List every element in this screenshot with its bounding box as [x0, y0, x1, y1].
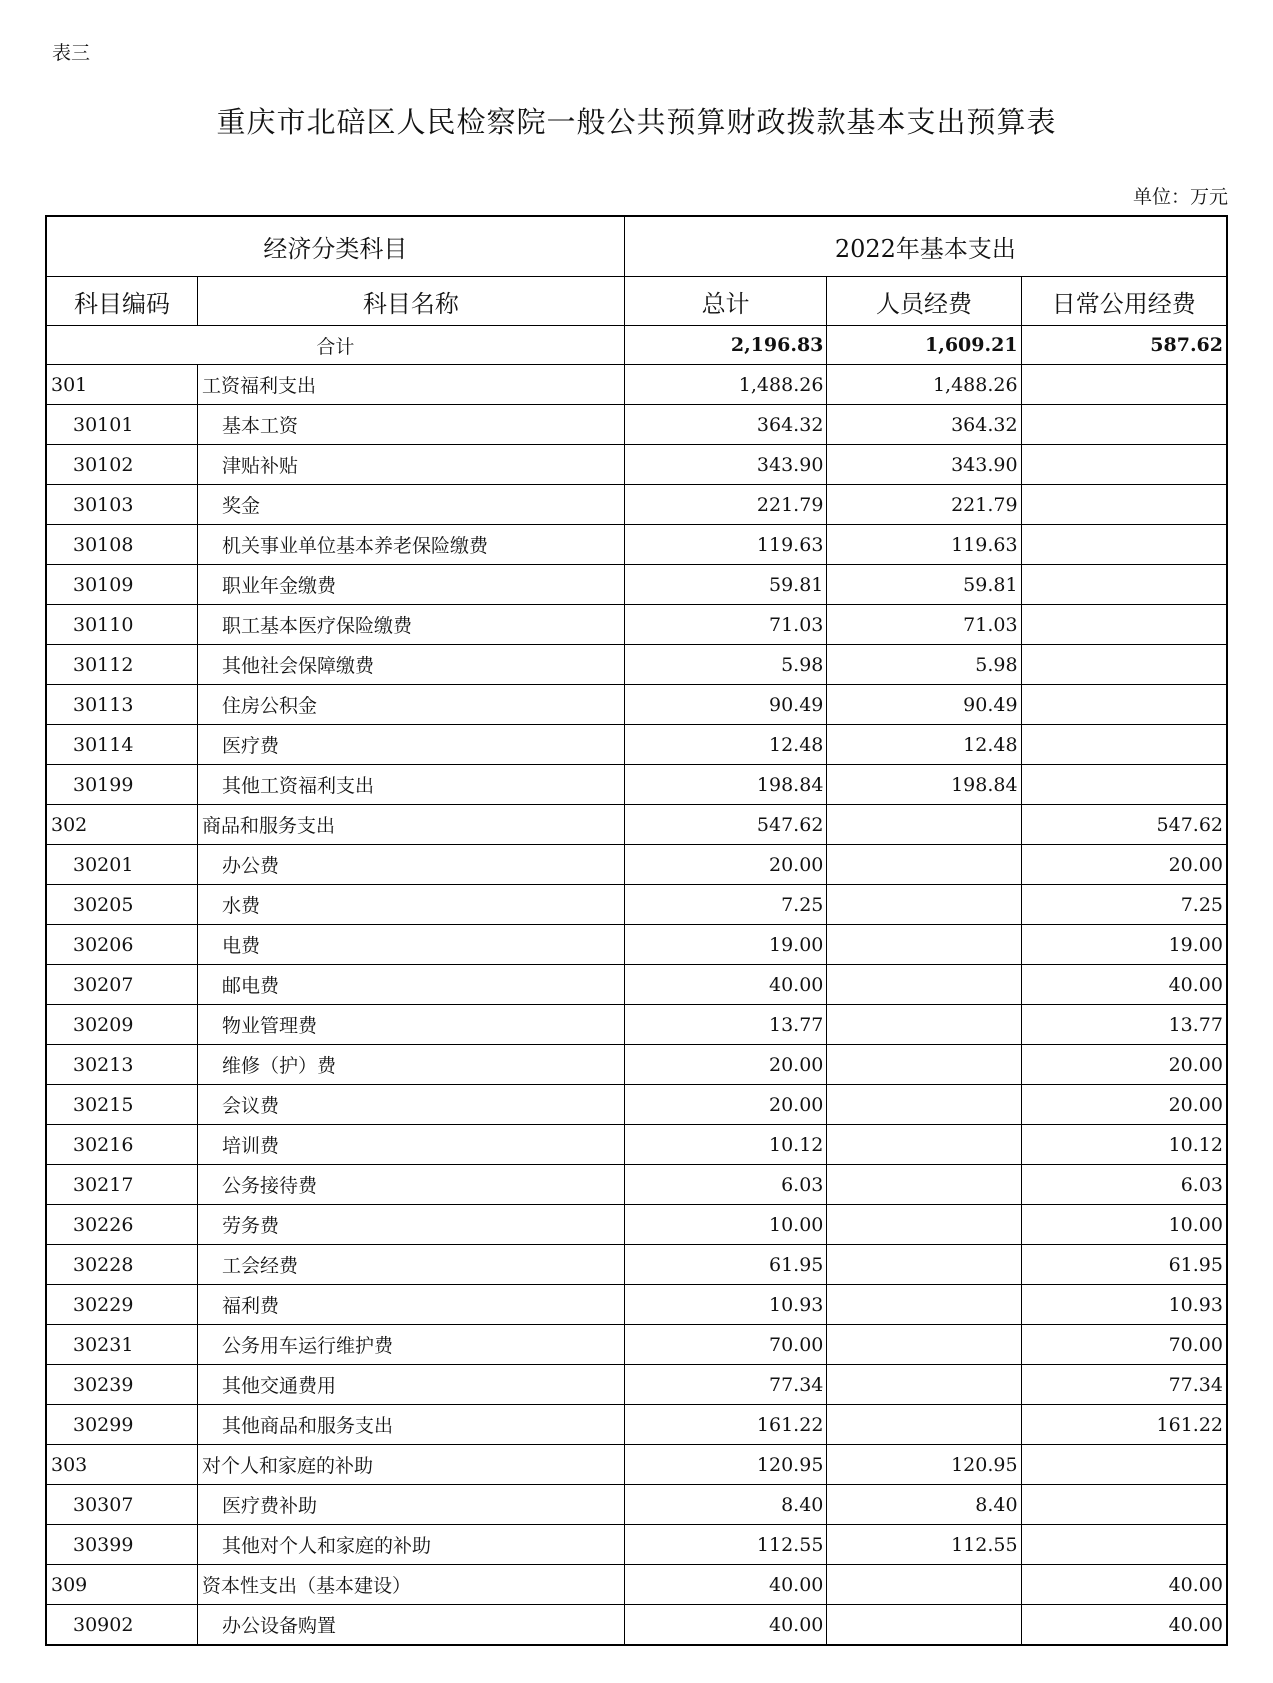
personnel-expense-cell: [827, 965, 1021, 1005]
subject-code-cell: 30216: [46, 1125, 197, 1165]
table-row: [46, 485, 1227, 525]
personnel-expense-cell: [827, 1205, 1021, 1245]
table-row: [46, 845, 1227, 885]
header-subject-code: 科目编码: [46, 277, 197, 326]
table-row: [46, 1205, 1227, 1245]
subject-name-cell: 邮电费: [197, 965, 624, 1005]
personnel-expense-cell: 12.48: [827, 725, 1021, 765]
subject-name-cell: 机关事业单位基本养老保险缴费: [197, 525, 624, 565]
total-public: 587.62: [1021, 326, 1227, 365]
subject-code-cell: 30108: [46, 525, 197, 565]
header-public-expense: 日常公用经费: [1021, 277, 1227, 326]
public-expense-cell: 61.95: [1021, 1245, 1227, 1285]
public-expense-cell: 20.00: [1021, 845, 1227, 885]
subject-code-cell: 30114: [46, 725, 197, 765]
public-expense-cell: 77.34: [1021, 1365, 1227, 1405]
total-amount-cell: 10.12: [624, 1125, 827, 1165]
subject-name-cell: 办公费: [197, 845, 624, 885]
subject-code-cell: 30207: [46, 965, 197, 1005]
public-expense-cell: [1021, 485, 1227, 525]
public-expense-cell: 7.25: [1021, 885, 1227, 925]
public-expense-cell: 6.03: [1021, 1165, 1227, 1205]
total-amount-cell: 40.00: [624, 965, 827, 1005]
table-row: [46, 405, 1227, 445]
total-amount-cell: 6.03: [624, 1165, 827, 1205]
total-amount-cell: 119.63: [624, 525, 827, 565]
personnel-expense-cell: [827, 885, 1021, 925]
public-expense-cell: 40.00: [1021, 965, 1227, 1005]
personnel-expense-cell: 5.98: [827, 645, 1021, 685]
personnel-expense-cell: [827, 845, 1021, 885]
public-expense-cell: 40.00: [1021, 1565, 1227, 1605]
public-expense-cell: [1021, 565, 1227, 605]
category-row: [46, 1445, 1227, 1485]
subject-code-cell: 30109: [46, 565, 197, 605]
total-amount-cell: 20.00: [624, 1045, 827, 1085]
table-row: [46, 965, 1227, 1005]
public-expense-cell: 161.22: [1021, 1405, 1227, 1445]
total-amount-cell: 40.00: [624, 1605, 827, 1646]
page-title: 重庆市北碚区人民检察院一般公共预算财政拨款基本支出预算表: [216, 105, 1057, 139]
public-expense-cell: 10.12: [1021, 1125, 1227, 1165]
subject-name-cell: 电费: [197, 925, 624, 965]
subject-code-cell: 30307: [46, 1485, 197, 1525]
personnel-expense-cell: [827, 1565, 1021, 1605]
public-expense-cell: [1021, 645, 1227, 685]
personnel-expense-cell: [827, 1085, 1021, 1125]
table-row: [46, 645, 1227, 685]
total-amount-cell: 10.93: [624, 1285, 827, 1325]
subject-code-cell: 30201: [46, 845, 197, 885]
total-amount-cell: 90.49: [624, 685, 827, 725]
header-subject-name: 科目名称: [197, 277, 624, 326]
total-amount-cell: 343.90: [624, 445, 827, 485]
subject-code-cell: 30299: [46, 1405, 197, 1445]
subject-name-cell: 其他社会保障缴费: [197, 645, 624, 685]
subject-code-cell: 301: [46, 365, 197, 405]
total-amount-cell: 7.25: [624, 885, 827, 925]
subject-code-cell: 30239: [46, 1365, 197, 1405]
subject-code-cell: 30215: [46, 1085, 197, 1125]
subject-name-cell: 商品和服务支出: [197, 805, 624, 845]
personnel-expense-cell: [827, 925, 1021, 965]
subject-name-cell: 医疗费: [197, 725, 624, 765]
personnel-expense-cell: 1,488.26: [827, 365, 1021, 405]
subject-name-cell: 公务用车运行维护费: [197, 1325, 624, 1365]
subject-name-cell: 对个人和家庭的补助: [197, 1445, 624, 1485]
budget-table: [45, 215, 1228, 1646]
subject-name-cell: 住房公积金: [197, 685, 624, 725]
total-amount-cell: 198.84: [624, 765, 827, 805]
personnel-expense-cell: 8.40: [827, 1485, 1021, 1525]
table-row: [46, 1485, 1227, 1525]
total-row: [46, 326, 1227, 365]
subject-name-cell: 办公设备购置: [197, 1605, 624, 1646]
subject-code-cell: 30217: [46, 1165, 197, 1205]
total-amount-cell: 13.77: [624, 1005, 827, 1045]
public-expense-cell: [1021, 765, 1227, 805]
subject-code-cell: 30101: [46, 405, 197, 445]
subject-code-cell: 30205: [46, 885, 197, 925]
personnel-expense-cell: [827, 1365, 1021, 1405]
personnel-expense-cell: [827, 1245, 1021, 1285]
header-row-columns: [46, 277, 1227, 326]
header-personnel-expense: 人员经费: [827, 277, 1021, 326]
subject-code-cell: 30113: [46, 685, 197, 725]
total-amount-cell: 10.00: [624, 1205, 827, 1245]
total-amount-cell: 61.95: [624, 1245, 827, 1285]
personnel-expense-cell: [827, 1285, 1021, 1325]
subject-name-cell: 其他工资福利支出: [197, 765, 624, 805]
personnel-expense-cell: 112.55: [827, 1525, 1021, 1565]
public-expense-cell: 20.00: [1021, 1085, 1227, 1125]
subject-name-cell: 津贴补贴: [197, 445, 624, 485]
subject-name-cell: 培训费: [197, 1125, 624, 1165]
table-number-label: 表三: [52, 42, 91, 64]
subject-name-cell: 维修（护）费: [197, 1045, 624, 1085]
total-amount-cell: 120.95: [624, 1445, 827, 1485]
table-row: [46, 1045, 1227, 1085]
subject-name-cell: 其他商品和服务支出: [197, 1405, 624, 1445]
table-row: [46, 685, 1227, 725]
total-amount-cell: 112.55: [624, 1525, 827, 1565]
table-row: [46, 1405, 1227, 1445]
personnel-expense-cell: [827, 1045, 1021, 1085]
table-row: [46, 1165, 1227, 1205]
personnel-expense-cell: [827, 1165, 1021, 1205]
table-row: [46, 885, 1227, 925]
personnel-expense-cell: 221.79: [827, 485, 1021, 525]
total-amount-cell: 70.00: [624, 1325, 827, 1365]
category-row: [46, 365, 1227, 405]
table-row: [46, 1125, 1227, 1165]
personnel-expense-cell: [827, 1125, 1021, 1165]
subject-code-cell: 30112: [46, 645, 197, 685]
personnel-expense-cell: [827, 1405, 1021, 1445]
subject-name-cell: 职工基本医疗保险缴费: [197, 605, 624, 645]
public-expense-cell: [1021, 1445, 1227, 1485]
personnel-expense-cell: 120.95: [827, 1445, 1021, 1485]
total-amount-cell: 221.79: [624, 485, 827, 525]
total-amount-cell: 1,488.26: [624, 365, 827, 405]
subject-name-cell: 会议费: [197, 1085, 624, 1125]
header-total: 总计: [624, 277, 827, 326]
total-amount-cell: 12.48: [624, 725, 827, 765]
table-row: [46, 525, 1227, 565]
public-expense-cell: 20.00: [1021, 1045, 1227, 1085]
public-expense-cell: 13.77: [1021, 1005, 1227, 1045]
table-row: [46, 565, 1227, 605]
subject-code-cell: 30206: [46, 925, 197, 965]
total-amount-cell: 77.34: [624, 1365, 827, 1405]
subject-name-cell: 奖金: [197, 485, 624, 525]
subject-code-cell: 30209: [46, 1005, 197, 1045]
table-row: [46, 1365, 1227, 1405]
subject-code-cell: 30110: [46, 605, 197, 645]
subject-code-cell: 30231: [46, 1325, 197, 1365]
category-row: [46, 1565, 1227, 1605]
public-expense-cell: 40.00: [1021, 1605, 1227, 1646]
public-expense-cell: [1021, 1525, 1227, 1565]
header-economic-classification: 经济分类科目: [46, 216, 624, 277]
public-expense-cell: 547.62: [1021, 805, 1227, 845]
total-label: 合计: [46, 326, 624, 365]
subject-name-cell: 物业管理费: [197, 1005, 624, 1045]
public-expense-cell: 70.00: [1021, 1325, 1227, 1365]
personnel-expense-cell: [827, 805, 1021, 845]
table-row: [46, 1285, 1227, 1325]
table-row: [46, 1325, 1227, 1365]
total-amount-cell: 161.22: [624, 1405, 827, 1445]
total-amount-cell: 364.32: [624, 405, 827, 445]
personnel-expense-cell: [827, 1605, 1021, 1646]
total-amount-cell: 8.40: [624, 1485, 827, 1525]
subject-name-cell: 职业年金缴费: [197, 565, 624, 605]
public-expense-cell: [1021, 725, 1227, 765]
public-expense-cell: [1021, 405, 1227, 445]
subject-name-cell: 工会经费: [197, 1245, 624, 1285]
subject-name-cell: 工资福利支出: [197, 365, 624, 405]
public-expense-cell: [1021, 685, 1227, 725]
subject-code-cell: 302: [46, 805, 197, 845]
header-basic-expenditure-year: 2022年基本支出: [624, 216, 1227, 277]
subject-code-cell: 309: [46, 1565, 197, 1605]
total-amount: 2,196.83: [624, 326, 827, 365]
public-expense-cell: [1021, 365, 1227, 405]
table-row: [46, 605, 1227, 645]
table-row: [46, 1245, 1227, 1285]
public-expense-cell: 10.00: [1021, 1205, 1227, 1245]
public-expense-cell: [1021, 1485, 1227, 1525]
subject-name-cell: 公务接待费: [197, 1165, 624, 1205]
public-expense-cell: 19.00: [1021, 925, 1227, 965]
table-row: [46, 725, 1227, 765]
personnel-expense-cell: 119.63: [827, 525, 1021, 565]
total-amount-cell: 20.00: [624, 1085, 827, 1125]
subject-code-cell: 30103: [46, 485, 197, 525]
category-row: [46, 805, 1227, 845]
personnel-expense-cell: 59.81: [827, 565, 1021, 605]
total-amount-cell: 19.00: [624, 925, 827, 965]
total-amount-cell: 59.81: [624, 565, 827, 605]
personnel-expense-cell: 198.84: [827, 765, 1021, 805]
subject-code-cell: 30226: [46, 1205, 197, 1245]
subject-code-cell: 30229: [46, 1285, 197, 1325]
subject-name-cell: 福利费: [197, 1285, 624, 1325]
table-row: [46, 765, 1227, 805]
table-row: [46, 1525, 1227, 1565]
table-row: [46, 1605, 1227, 1646]
unit-label: 单位：万元: [1132, 186, 1228, 208]
public-expense-cell: 10.93: [1021, 1285, 1227, 1325]
subject-code-cell: 30213: [46, 1045, 197, 1085]
subject-name-cell: 其他对个人和家庭的补助: [197, 1525, 624, 1565]
subject-name-cell: 基本工资: [197, 405, 624, 445]
table-row: [46, 1085, 1227, 1125]
total-personnel: 1,609.21: [827, 326, 1021, 365]
table-row: [46, 445, 1227, 485]
subject-code-cell: 30228: [46, 1245, 197, 1285]
public-expense-cell: [1021, 445, 1227, 485]
personnel-expense-cell: 90.49: [827, 685, 1021, 725]
public-expense-cell: [1021, 525, 1227, 565]
subject-code-cell: 30399: [46, 1525, 197, 1565]
table-row: [46, 925, 1227, 965]
personnel-expense-cell: 343.90: [827, 445, 1021, 485]
subject-code-cell: 303: [46, 1445, 197, 1485]
total-amount-cell: 40.00: [624, 1565, 827, 1605]
personnel-expense-cell: [827, 1005, 1021, 1045]
header-row-group: [46, 216, 1227, 277]
subject-code-cell: 30902: [46, 1605, 197, 1646]
total-amount-cell: 71.03: [624, 605, 827, 645]
total-amount-cell: 20.00: [624, 845, 827, 885]
subject-name-cell: 医疗费补助: [197, 1485, 624, 1525]
subject-name-cell: 其他交通费用: [197, 1365, 624, 1405]
table-body: [46, 326, 1227, 1646]
personnel-expense-cell: [827, 1325, 1021, 1365]
subject-name-cell: 水费: [197, 885, 624, 925]
subject-code-cell: 30102: [46, 445, 197, 485]
subject-name-cell: 劳务费: [197, 1205, 624, 1245]
personnel-expense-cell: 364.32: [827, 405, 1021, 445]
total-amount-cell: 5.98: [624, 645, 827, 685]
public-expense-cell: [1021, 605, 1227, 645]
table-row: [46, 1005, 1227, 1045]
subject-code-cell: 30199: [46, 765, 197, 805]
total-amount-cell: 547.62: [624, 805, 827, 845]
personnel-expense-cell: 71.03: [827, 605, 1021, 645]
subject-name-cell: 资本性支出（基本建设）: [197, 1565, 624, 1605]
